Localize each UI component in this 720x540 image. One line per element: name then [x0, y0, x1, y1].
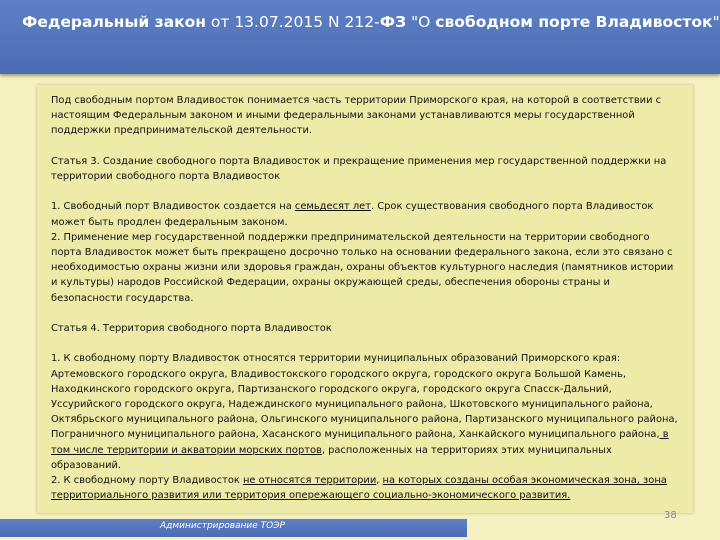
- ports-highlight: в том числе территории и акватории морских портов: [51, 429, 669, 456]
- definition-paragraph: Под свободным портом Владивосток понимается часть территории Приморского края, на которой в соответствии с настоящим Федеральным законом и иными федеральными законами устанавливаются меры государственной поддержки предпринимательской деятельности.: [51, 95, 662, 137]
- article-3-item-1-text: 1. Свободный порт Владивосток создается на: [51, 201, 295, 213]
- page-number: 38: [664, 510, 677, 521]
- article-4-item-2-text: 2. К свободному порту Владивосток: [51, 475, 243, 487]
- title-quote-open: "О: [406, 13, 436, 31]
- article-4-heading: Статья 4. Территория свободного порта Владивосток: [51, 323, 332, 334]
- footer-label: Администрирование ТОЭР: [160, 521, 285, 531]
- term-highlight: семьдесят лет: [294, 201, 371, 213]
- article-3-item-1-rest: . Срок существования свободного порта Владивосток может быть продлен федеральным законом.: [51, 201, 654, 228]
- title-law-label: Федеральный закон: [22, 13, 206, 31]
- article-4-item-2: [51, 473, 681, 503]
- law-text: [51, 93, 681, 503]
- article-4-item-1: [51, 351, 681, 473]
- article-4-item-2-sep: ,: [376, 475, 383, 487]
- title-subject: свободном порте Владивосток: [435, 13, 713, 31]
- zones-highlight: на которых созданы особая экономическая зона, зона территориального развития или территория опережающего социально-экономического развития.: [51, 475, 667, 502]
- title-quote-close: ": [712, 13, 720, 31]
- footer-bar: [0, 519, 467, 537]
- article-4-item-1-text: 1. К свободному порту Владивосток относятся территории муниципальных образований Приморского края: Артемовского городского округа, Владивостокского городского округа, городского округа Большой Камень, Находкинского городского округа, Партизанского городского округа, городского округа Спасск-Дальний, Уссурийского городского округа, Надеждинского муниципального района, Шкотовского муниципального района, Октябрьского муниципального района, Ольгинского муниципального района, Партизанского муниципального района, Пограничного муниципального района, Хасанского муниципального района, Ханкайского муниципального района,: [51, 353, 678, 441]
- article-4-item-1-rest: , расположенных на территориях этих муниципальных образований.: [51, 444, 612, 471]
- article-3-item-2: 2. Применение мер государственной поддержки предпринимательской деятельности на территории свободного порта Владивосток может быть прекращено досрочно только на основании федерального закона, если это связано с необходимостью охраны жизни или здоровья граждан, охраны объектов культурного наследия (памятников истории и культуры) народов Российской Федерации, охраны окружающей среды, обеспечения обороны страны и безопасности государства.: [51, 231, 674, 304]
- content-panel: [37, 85, 693, 513]
- slide-title: [22, 12, 720, 32]
- article-3-heading: Статья 3. Создание свободного порта Владивосток и прекращение применения мер государственной поддержки на территории свободного порта Владивосток: [51, 155, 667, 182]
- exclusion-highlight: не относятся территории: [242, 475, 377, 487]
- title-fz: ФЗ: [379, 13, 407, 31]
- title-date-number: от 13.07.2015 N 212-: [205, 13, 380, 31]
- title-bar: [0, 0, 720, 74]
- article-3-item-1: [51, 199, 681, 229]
